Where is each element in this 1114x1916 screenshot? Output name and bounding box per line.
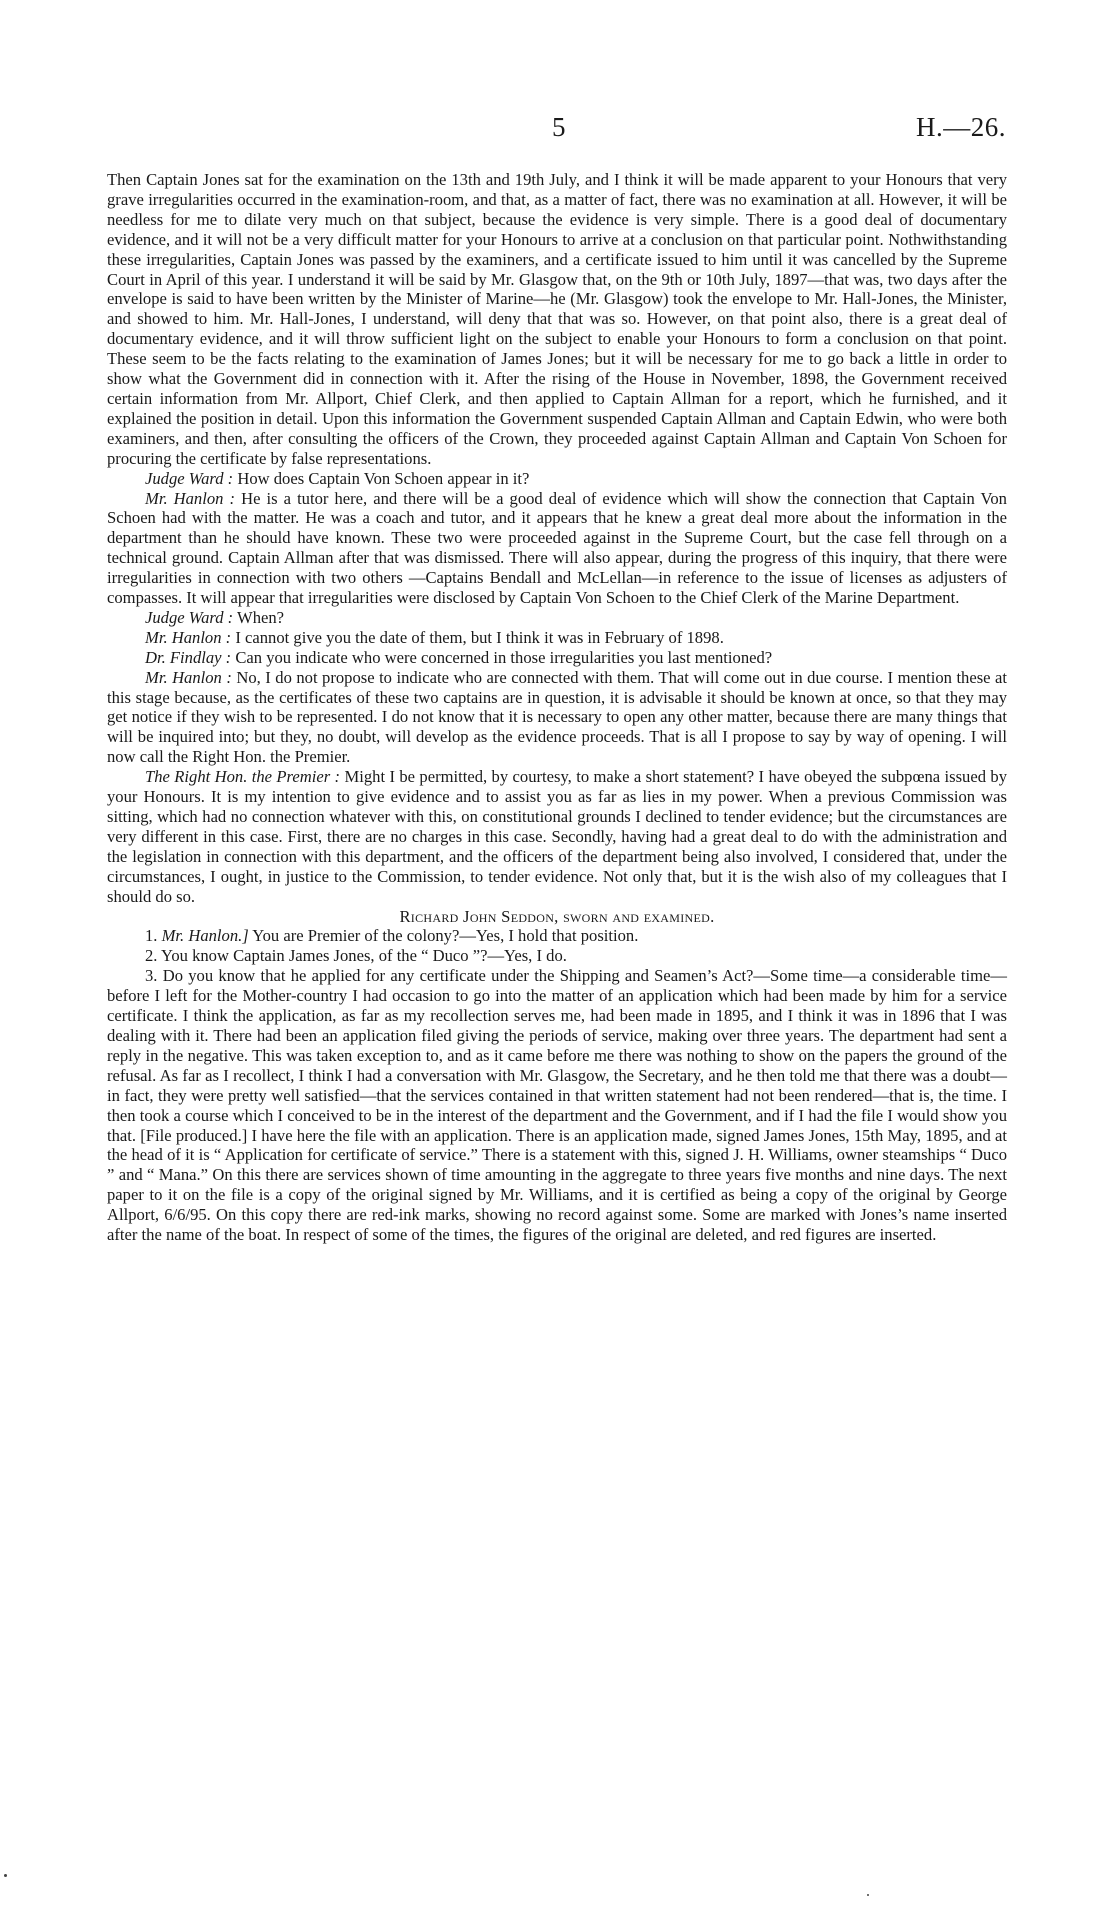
question-number: 1. [145, 926, 158, 946]
paragraph [107, 170, 1007, 469]
paragraph [107, 767, 1007, 906]
speaker-name: Dr. Findlay : [145, 647, 232, 667]
page-header [0, 112, 1114, 152]
speaker-name: Mr. Hanlon : [145, 667, 232, 687]
body-text [107, 170, 1007, 1245]
paragraph [107, 648, 1007, 668]
paragraph-text: No, I do not propose to indicate who are connected with them. That will come out in due course. I mention these at this stage because, as the certificates of these two captains are in question, it is advisable it should be known at once, so that they may get notice if they wish to be represented. I do not know that it is necessary to open any other matter, because there are many things that will be inquired into; but they, no doubt, will develop as the evidence proceeds. That is all I propose to say by way of opening. I will now call the Right Hon. the Premier. [107, 667, 1007, 767]
speaker-name: Mr. Hanlon.] [161, 926, 249, 946]
page-number: 5 [552, 112, 566, 142]
question-text: You are Premier of the colony?—Yes, I hold that position. [248, 926, 639, 946]
speaker-name: Judge Ward : [145, 607, 234, 627]
question-text: Do you know that he applied for any certificate under the Shipping and Seamen’s Act?—Some time—a considerable time—before I left for the Mother-country I had occasion to go into the matter of an application which had been made by him for a service certificate. I think the application, as far as my recollection serves me, had been made in 1895, and I think it was in 1896 that I was dealing with it. There had been an application filed giving the periods of service, making over three years. The department had sent a reply in the negative. This was taken exception to, and as it came before me there was nothing to show on the papers the ground of the refusal. As far as I recollect, I think I had a conversation with Mr. Glasgow, the Secretary, and he then told me that there was a doubt—in fact, they were pretty well satisfied—that the services contained in that written statement had not been rendered—that is, the time. I then took a course which I conceived to be in the interest of the department and the Government, and if I had the file I would show you that. [File produced.] I have here the file with an application. There is an application made, signed James Jones, 15th May, 1895, and at the head of it is “ Application for certificate of service.” There is a statement with this, signed J. H. Williams, owner steamships “ Duco ” and “ Mana.” On this there are services shown of time amounting in the aggregate to three years five months and nine days. The next paper to it on the file is a copy of the original signed by Mr. Williams, and it is certified as being a copy of the original by George Allport, 6/6/95. On this copy there are red-ink marks, showing no record against some. Some are marked with Jones’s name inserted after the name of the boat. In respect of some of the times, the figures of the original are deleted, and red figures are inserted. [107, 966, 1007, 1245]
speaker-name: The Right Hon. the Premier : [145, 767, 341, 787]
question-paragraph [107, 926, 1007, 946]
paragraph-text: I cannot give you the date of them, but I think it was in February of 1898. [231, 627, 724, 647]
question-number: 3. [145, 966, 158, 986]
question-paragraph [107, 966, 1007, 1245]
paragraph-text: Then Captain Jones sat for the examination on the 13th and 19th July, and I think it will be made apparent to your Honours that very grave irregularities occurred in the examination-room, and that, as a matter of fact, there was no examination at all. However, it will be needless for me to dilate very much on that subject, because the evidence is very simple. There is a good deal of documentary evidence, and it will not be a very difficult matter for your Honours to arrive at a conclusion on that particular point. Nothwithstanding these irregularities, Captain Jones was passed by the examiners, and a certificate issued to him until it was cancelled by the Supreme Court in April of this year. I understand it will be said by Mr. Glasgow that, on the 9th or 10th July, 1897—that was, two days after the envelope is said to have been written by the Minister of Marine—he (Mr. Glasgow) took the envelope to Mr. Hall-Jones, the Minister, and showed to him. Mr. Hall-Jones, I understand, will deny that that was so. However, on that point also, there is a great deal of documentary evidence, and it will throw sufficient light on the subject to enable your Honours to form a conclusion on that point. These seem to be the facts relating to the examination of James Jones; but it will be necessary for me to go back a little in order to show what the Government did in connection with it. After the rising of the House in November, 1898, the Government received certain information from Mr. Allport, Chief Clerk, and then applied to Captain Allman for a report, which he furnished, and it explained the position in detail. Upon this information the Government suspended Captain Allman and Captain Edwin, who were both examiners, and then, after consulting the officers of the Crown, they proceeded against Captain Allman and Captain Von Schoen for procuring the certificate by false representations. [107, 170, 1007, 468]
question-text: You know Captain James Jones, of the “ Duco ”?—Yes, I do. [161, 946, 567, 966]
question-paragraph [107, 946, 1007, 966]
speaker-name: Mr. Hanlon : [145, 488, 236, 508]
paragraph [107, 668, 1007, 768]
paragraph-text: Might I be permitted, by courtesy, to make a short statement? I have obeyed the subpœna issued by your Honours. It is my intention to give evidence and to assist you as far as lies in my power. When a previous Commission was sitting, which had no connection whatever with this, on constitutional grounds I declined to tender evidence; but the circumstances are very different in this case. First, there are no charges in this case. Secondly, having had a great deal to do with the administration and the legislation in connection with this department, and the officers of the department being also involved, I considered that, under the circumstances, I ought, in justice to the Commission, to tender evidence. Not only that, but it is the wish also of my colleagues that I should do so. [107, 767, 1007, 906]
scan-speck [867, 1894, 869, 1896]
scan-speck [4, 1874, 7, 1877]
paragraph-text: Can you indicate who were concerned in those irregularities you last mentioned? [231, 647, 773, 667]
paragraph [107, 469, 1007, 489]
document-reference: H.—26. [916, 112, 1006, 142]
witness-heading: Richard John Seddon, sworn and examined. [399, 906, 715, 926]
paragraph-text: He is a tutor here, and there will be a good deal of evidence which will show the connection that Captain Von Schoen had with the matter. He was a coach and tutor, and it appears that he knew a great deal more about the information in the department than he should have known. These two were proceeded against in the Supreme Court, but the case fell through on a technical ground. Captain Allman after that was dismissed. There will also appear, during the progress of this inquiry, that there were irregularities in connection with two others —Captains Bendall and McLellan—in reference to the issue of licenses as adjusters of compasses. It will appear that irregularities were disclosed by Captain Von Schoen to the Chief Clerk of the Marine Department. [107, 488, 1007, 608]
paragraph [107, 608, 1007, 628]
speaker-name: Judge Ward : [145, 468, 234, 488]
paragraph-text: How does Captain Von Schoen appear in it? [233, 468, 530, 488]
speaker-name: Mr. Hanlon : [145, 627, 232, 647]
paragraph-text: When? [233, 607, 285, 627]
paragraph [107, 628, 1007, 648]
question-number: 2. [145, 946, 158, 966]
paragraph [107, 489, 1007, 608]
